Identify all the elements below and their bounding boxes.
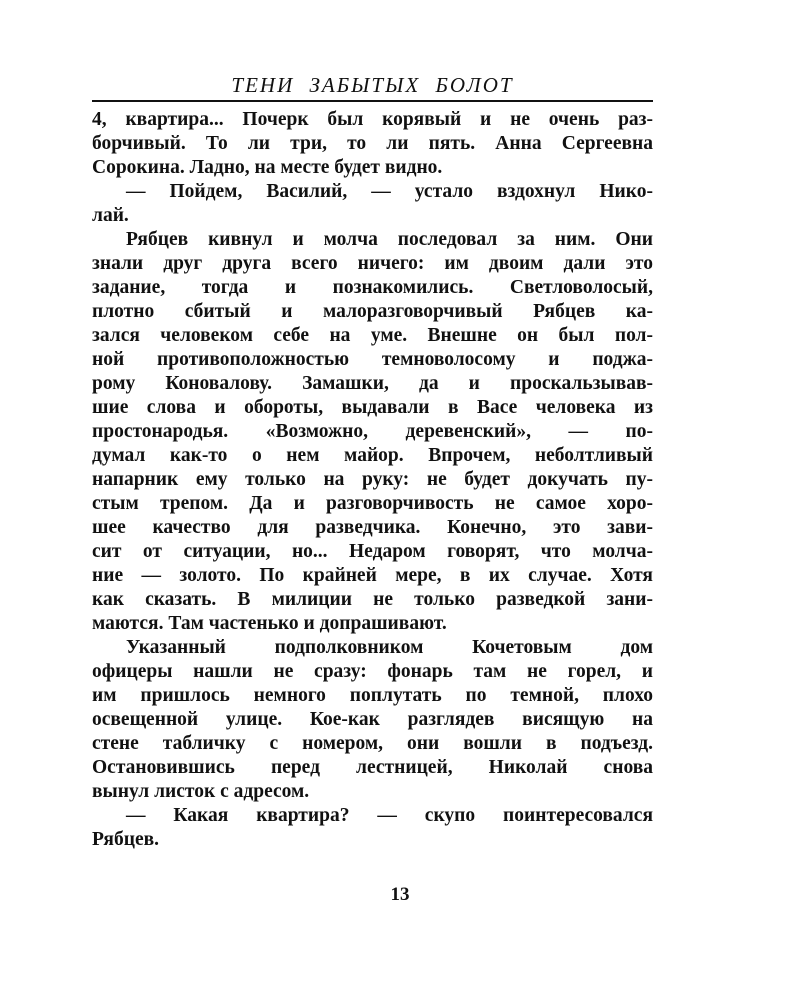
page-number: 13	[390, 884, 410, 905]
text-line: зался человеком себе на уме. Внешне он был пол-	[92, 325, 653, 346]
text-line: простонародья. «Возможно, деревенский», — по-	[92, 421, 653, 442]
text-line: — Какая квартира? — скупо поинтересовался	[126, 805, 653, 826]
text-line: рому Коновалову. Замашки, да и проскальзывав-	[92, 373, 653, 394]
text-line: — Пойдем, Василий, — устало вздохнул Нико-	[126, 181, 653, 202]
header-rule	[92, 100, 653, 102]
text-line: шие слова и обороты, выдавали в Васе человека из	[92, 397, 653, 418]
text-line: думал как-то о нем майор. Впрочем, неболтливый	[92, 445, 653, 466]
text-line: плотно сбитый и малоразговорчивый Рябцев ка-	[92, 301, 653, 322]
text-line: Остановившись перед лестницей, Николай снова	[92, 757, 653, 778]
text-line: знали друг друга всего ничего: им двоим дали это	[92, 253, 653, 274]
book-page	[92, 70, 653, 852]
text-line: освещенной улице. Кое-как разглядев висящую на	[92, 709, 653, 730]
text-line: шее качество для разведчика. Конечно, это зави-	[92, 517, 653, 538]
text-line: задание, тогда и познакомились. Светловолосый,	[92, 277, 653, 298]
text-line: лай.	[92, 205, 129, 226]
text-line: Рябцев.	[92, 829, 160, 850]
text-line: Рябцев кивнул и молча последовал за ним. Они	[126, 229, 653, 250]
text-line: вынул листок с адресом.	[92, 781, 310, 802]
text-line: ной противоположностью темноволосому и поджа-	[92, 349, 653, 370]
text-line: маются. Там частенько и допрашивают.	[92, 613, 447, 634]
text-line: напарник ему только на руку: не будет докучать пу-	[92, 469, 653, 490]
text-line: им пришлось немного поплутать по темной, плохо	[92, 685, 653, 706]
text-line: борчивый. То ли три, то ли пять. Анна Сергеевна	[92, 133, 653, 154]
text-line: ние — золото. По крайней мере, в их случае. Хотя	[92, 565, 653, 586]
text-line: как сказать. В милиции не только разведкой зани-	[92, 589, 653, 610]
text-line: стым трепом. Да и разговорчивость не самое хоро-	[92, 493, 653, 514]
body-text	[92, 108, 653, 852]
text-line: сит от ситуации, но... Недаром говорят, что молча-	[92, 541, 653, 562]
text-line: стене табличку с номером, они вошли в подъезд.	[92, 733, 653, 754]
text-line: Сорокина. Ладно, на месте будет видно.	[92, 157, 443, 178]
text-line: офицеры нашли не сразу: фонарь там не горел, и	[92, 661, 653, 682]
text-line: 4, квартира... Почерк был корявый и не очень раз-	[92, 109, 653, 130]
text-line: Указанный подполковником Кочетовым дом	[126, 637, 653, 658]
running-head-title: ТЕНИ ЗАБЫТЫХ БОЛОТ	[231, 73, 514, 97]
